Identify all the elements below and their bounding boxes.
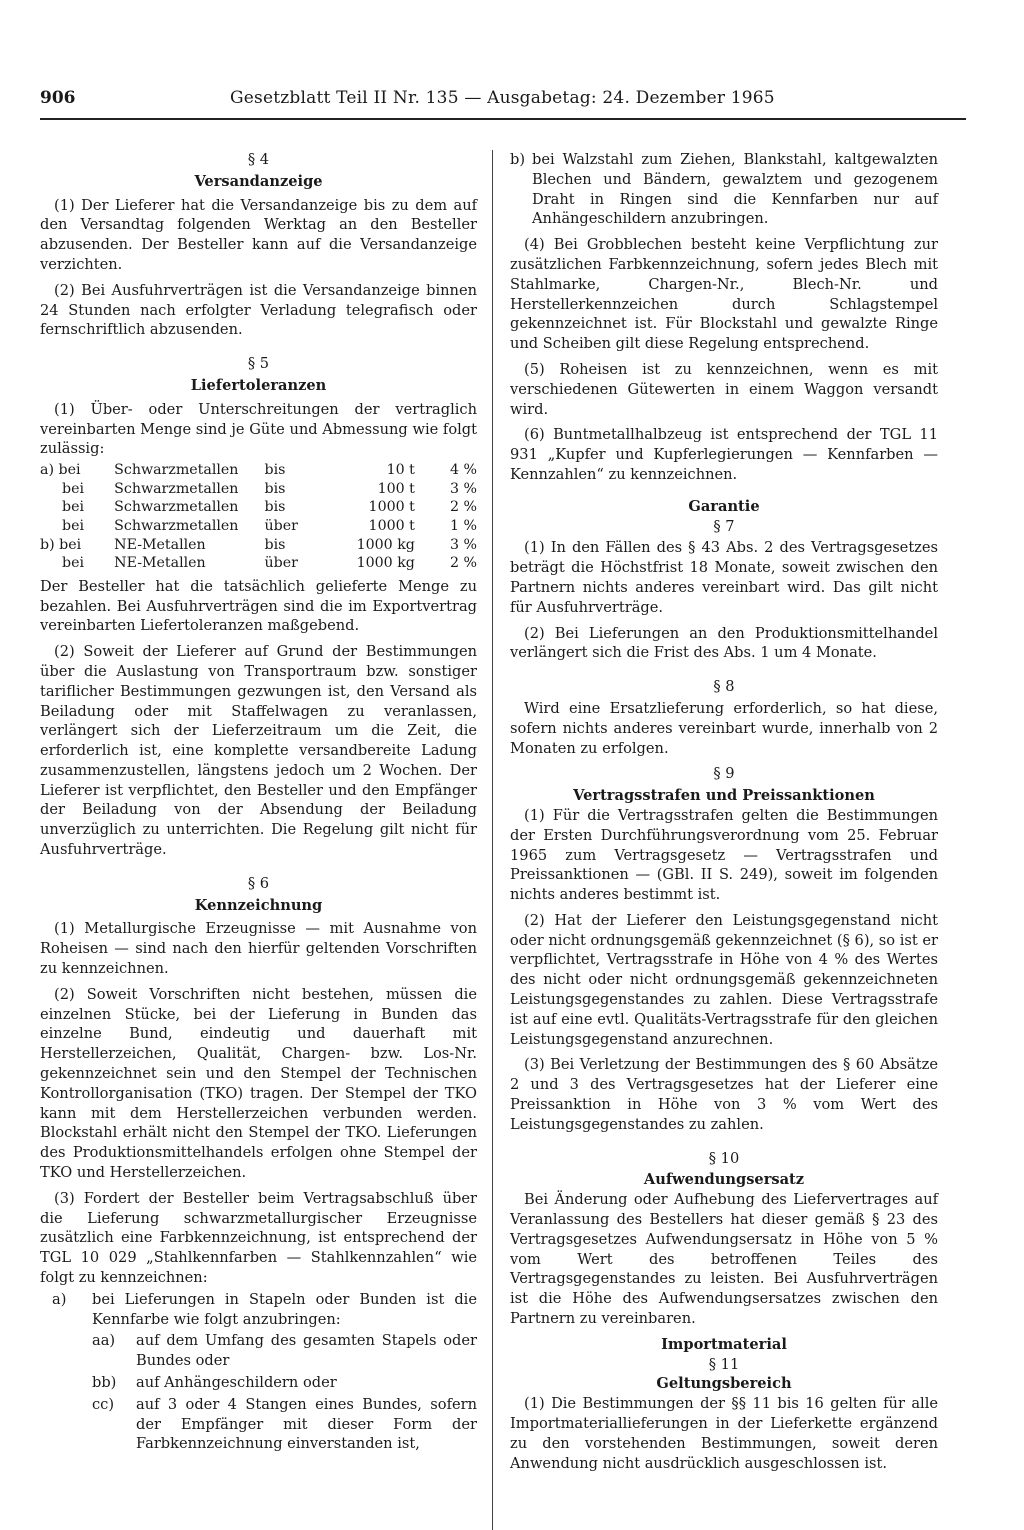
table-row <box>40 554 477 573</box>
table-row <box>40 480 477 499</box>
section-9-paragraph-1: (1) Für die Vertragsstrafen gelten die Bestimmungen der Ersten Durchführungsverordnung vom 25. Februar 1965 zum Vertragsgesetz — Vertragsstrafen und Preissanktionen — (GBl. II S. 249), soweit im folgenden nichts anderes bestimmt ist. <box>510 806 938 904</box>
page-number: 906 <box>40 88 76 108</box>
right-column <box>510 150 938 1479</box>
row-label: bei <box>62 480 85 497</box>
section-11-heading: Geltungsbereich <box>656 1375 792 1393</box>
list-item-label: bb) <box>92 1374 117 1391</box>
row-material: Schwarzmetallen <box>114 499 239 516</box>
section-5-paragraph-1-after: Der Besteller hat die tatsächlich gelieferte Menge zu bezahlen. Bei Ausfuhrverträgen sind die im Exportvertrag vereinbarten Liefertoleranzen maßgebend. <box>40 577 477 635</box>
section-6-paragraph-6: (6) Buntmetallhalbzeug ist entsprechend der TGL 11 931 „Kupfer und Kupferlegierungen — Kennfarben — Kennzahlen“ zu kennzeichnen. <box>510 426 938 483</box>
tolerance-table <box>40 461 477 573</box>
section-7-label: § 7 <box>713 517 735 535</box>
row-percent: 4 % <box>449 462 477 479</box>
list-item-text: auf Anhängeschildern oder <box>136 1374 337 1391</box>
row-quantity: 1000 kg <box>356 536 415 553</box>
publication-title: Gesetzblatt Teil II Nr. 135 — Ausgabetag: 24. Dezember 1965 <box>230 88 775 108</box>
section-10-paragraph-1: Bei Änderung oder Aufhebung des Liefervertrages auf Veranlassung des Bestellers hat dieser gemäß § 23 des Vertragsgesetzes Aufwendungsersatz in Höhe von 5 % vom Wert des betroffenen Teiles des Vertragsgegenstandes zu leisten. Bei Ausfuhrverträgen ist die Höhe des Aufwendungsersatzes zwischen den Partnern zu vereinbaren. <box>510 1191 938 1328</box>
list-item-text: bei Walzstahl zum Ziehen, Blankstahl, kaltgewalzten Blechen und Bändern, gewalztem und gezogenem Draht in Ringen sind die Kennfarben nur auf Anhängeschildern anzubringen. <box>532 151 938 228</box>
section-6-paragraph-3: (3) Fordert der Besteller beim Vertragsabschluß über die Lieferung schwarzmetallurgischer Erzeugnisse zusätzlich eine Farbkennzeichnung, ist entsprechend der TGL 10 029 „Stahlkennfarben — Stahlkennzahlen“ wie folgt zu kennzeichnen: <box>40 1189 477 1287</box>
section-11-label: § 11 <box>708 1355 740 1373</box>
list-item-text: auf 3 oder 4 Stangen eines Bundes, sofern der Empfänger mit dieser Form der Farbkennzeichnung einverstanden ist, <box>136 1395 477 1453</box>
section-10-label: § 10 <box>708 1149 740 1167</box>
row-quantity: 1000 kg <box>356 555 415 572</box>
section-5-paragraph-2: (2) Soweit der Lieferer auf Grund der Bestimmungen über die Auslastung von Transportraum bzw. sonstiger tariflicher Bestimmungen gezwungen ist, den Versand als Beiladung oder mit Staffelwagen zu veranlassen, verlängert sich der Lieferzeitraum um die Zeit, die erforderlich ist, eine komplette versandbereite Ladung zusammenzustellen, längstens jedoch um 2 Wochen. Der Lieferer ist verpflichtet, den Besteller und den Empfänger der Beiladung von der Absendung der Beiladung unverzüglich zu unterrichten. Die Regelung gilt nicht für Ausfuhrverträge. <box>40 643 477 859</box>
row-percent: 2 % <box>449 499 477 516</box>
row-percent: 3 % <box>449 536 477 553</box>
list-item <box>40 1395 477 1454</box>
list-item <box>40 1373 477 1393</box>
left-column <box>40 150 477 1456</box>
row-material: Schwarzmetallen <box>114 480 239 497</box>
row-label: bei <box>62 555 85 572</box>
section-9-label: § 9 <box>713 765 735 783</box>
table-row <box>40 498 477 517</box>
table-row <box>40 536 477 555</box>
list-item-text: bei Lieferungen in Stapeln oder Bunden ist die Kennfarbe wie folgt anzubringen: <box>92 1290 477 1328</box>
section-7-paragraph-2: (2) Bei Lieferungen an den Produktionsmittelhandel verlängert sich die Frist des Abs. 1 um 4 Monate. <box>510 624 938 662</box>
row-quantity: 1000 t <box>368 517 415 534</box>
table-row <box>40 461 477 480</box>
row-percent: 3 % <box>449 480 477 497</box>
row-label: bei <box>62 517 85 534</box>
section-6-label: § 6 <box>247 874 270 892</box>
row-material: NE-Metallen <box>114 536 206 553</box>
page-header <box>40 88 966 114</box>
row-label: b) bei <box>40 536 82 553</box>
section-8-paragraph-1: Wird eine Ersatzlieferung erforderlich, so hat diese, sofern nichts anderes vereinbart wurde, innerhalb von 2 Monaten zu erfolgen. <box>510 699 938 757</box>
section-5-heading: Liefertoleranzen <box>190 376 327 394</box>
list-item <box>40 1290 477 1330</box>
section-5-label: § 5 <box>247 355 270 373</box>
section-6-paragraph-4: (4) Bei Grobblechen besteht keine Verpflichtung zur zusätzlichen Farbkennzeichnung, sofern jedes Blech mit Stahlmarke, Chargen-Nr., Blech-Nr. und Herstellerkennzeichen durch Schlagstempel gekennzeichnet ist. Für Blockstahl und gewalzte Ringe und Scheiben gilt diese Regelung entsprechend. <box>510 236 938 353</box>
section-10-heading: Aufwendungsersatz <box>643 1171 805 1189</box>
header-rule <box>40 118 966 120</box>
row-quantity: 10 t <box>386 462 415 479</box>
section-5-paragraph-1-intro: (1) Über- oder Unterschreitungen der vertraglich vereinbarten Menge sind je Güte und Abmessung wie folgt zulässig: <box>40 400 477 458</box>
row-label: bei <box>62 499 85 516</box>
row-percent: 2 % <box>449 555 477 572</box>
section-11-paragraph-1: (1) Die Bestimmungen der §§ 11 bis 16 gelten für alle Importmateriallieferungen in der Lieferkette ergänzend zu den vorstehenden Bestimmungen, soweit deren Anwendung nicht ausdrücklich ausgeschlossen ist. <box>510 1395 938 1472</box>
section-6-paragraph-1: (1) Metallurgische Erzeugnisse — mit Ausnahme von Roheisen — sind nach den hierfür geltenden Vorschriften zu kennzeichnen. <box>40 920 477 978</box>
list-item-label: cc) <box>92 1395 115 1413</box>
row-label: a) bei <box>40 462 81 479</box>
section-4-heading: Versandanzeige <box>194 172 323 190</box>
import-material-heading: Importmaterial <box>661 1335 787 1353</box>
section-4-paragraph-1: (1) Der Lieferer hat die Versandanzeige bis zu dem auf den Versandtag folgenden Werktag an den Besteller abzusenden. Der Besteller kann auf die Versandanzeige verzichten. <box>40 196 477 273</box>
row-relation: über <box>264 555 298 572</box>
list-item-label: aa) <box>92 1332 116 1350</box>
column-divider <box>492 150 493 1530</box>
table-row <box>40 517 477 536</box>
row-relation: bis <box>264 480 286 497</box>
list-item-label: b) <box>510 151 526 168</box>
list-item <box>40 1331 477 1371</box>
section-6-paragraph-5: (5) Roheisen ist zu kennzeichnen, wenn es mit verschiedenen Gütewerten in einem Waggon versandt wird. <box>510 360 938 418</box>
list-item <box>510 150 938 229</box>
row-material: NE-Metallen <box>114 555 206 572</box>
row-material: Schwarzmetallen <box>114 462 239 479</box>
section-7-paragraph-1: (1) In den Fällen des § 43 Abs. 2 des Vertragsgesetzes beträgt die Höchstfrist 18 Monate, soweit zwischen den Partnern nichts anderes vereinbart wird. Das gilt nicht für Ausfuhrverträge. <box>510 539 938 616</box>
section-9-heading: Vertragsstrafen und Preissanktionen <box>573 787 875 805</box>
list-item-text: auf dem Umfang des gesamten Stapels oder Bundes oder <box>136 1332 477 1370</box>
row-relation: bis <box>264 462 286 479</box>
list-item-label: a) <box>52 1290 67 1308</box>
marking-list <box>40 1290 477 1454</box>
section-8-label: § 8 <box>713 678 735 696</box>
section-9-paragraph-3: (3) Bei Verletzung der Bestimmungen des § 60 Absätze 2 und 3 des Vertragsgesetzes hat der Lieferer eine Preissanktion in Höhe von 3 % vom Wert des Leistungsgegenstandes zu zahlen. <box>510 1056 938 1133</box>
section-4-paragraph-2: (2) Bei Ausfuhrverträgen ist die Versandanzeige binnen 24 Stunden nach erfolgter Verladung telegrafisch oder fernschriftlich abzusenden. <box>40 281 477 339</box>
row-relation: über <box>264 517 298 534</box>
row-percent: 1 % <box>449 517 477 534</box>
section-6-paragraph-2: (2) Soweit Vorschriften nicht bestehen, müssen die einzelnen Stücke, bei der Lieferung in Bunden das einzelne Bund, eindeutig und dauerhaft mit Herstellerzeichen, Qualität, Chargen- bzw. Los-Nr. gekennzeichnet sein und den Stempel der Technischen Kontrollorganisation (TKO) tragen. Der Stempel der TKO kann mit dem Herstellerzeichen verbunden werden. Blockstahl erhält nicht den Stempel der TKO. Lieferungen des Produktionsmittelhandels erfolgen ohne Stempel der TKO und Herstellerzeichen. <box>40 985 477 1182</box>
row-relation: bis <box>264 536 286 553</box>
section-6-heading: Kennzeichnung <box>194 896 323 914</box>
row-quantity: 100 t <box>377 480 415 497</box>
row-quantity: 1000 t <box>368 499 415 516</box>
section-4-label: § 4 <box>247 151 270 168</box>
section-7-heading: Garantie <box>688 497 760 515</box>
row-relation: bis <box>264 499 286 516</box>
row-material: Schwarzmetallen <box>114 517 239 534</box>
section-9-paragraph-2: (2) Hat der Lieferer den Leistungsgegenstand nicht oder nicht ordnungsgemäß gekennzeichnet (§ 6), so ist er verpflichtet, Vertragsstrafe in Höhe von 4 % des Wertes des nicht oder nicht ordnungsgemäß gekennzeichneten Leistungsgegenstandes zu zahlen. Diese Vertragsstrafe ist auf eine evtl. Qualitäts-Vertragsstrafe für den gleichen Leistungsgegenstand anzurechnen. <box>510 911 938 1048</box>
